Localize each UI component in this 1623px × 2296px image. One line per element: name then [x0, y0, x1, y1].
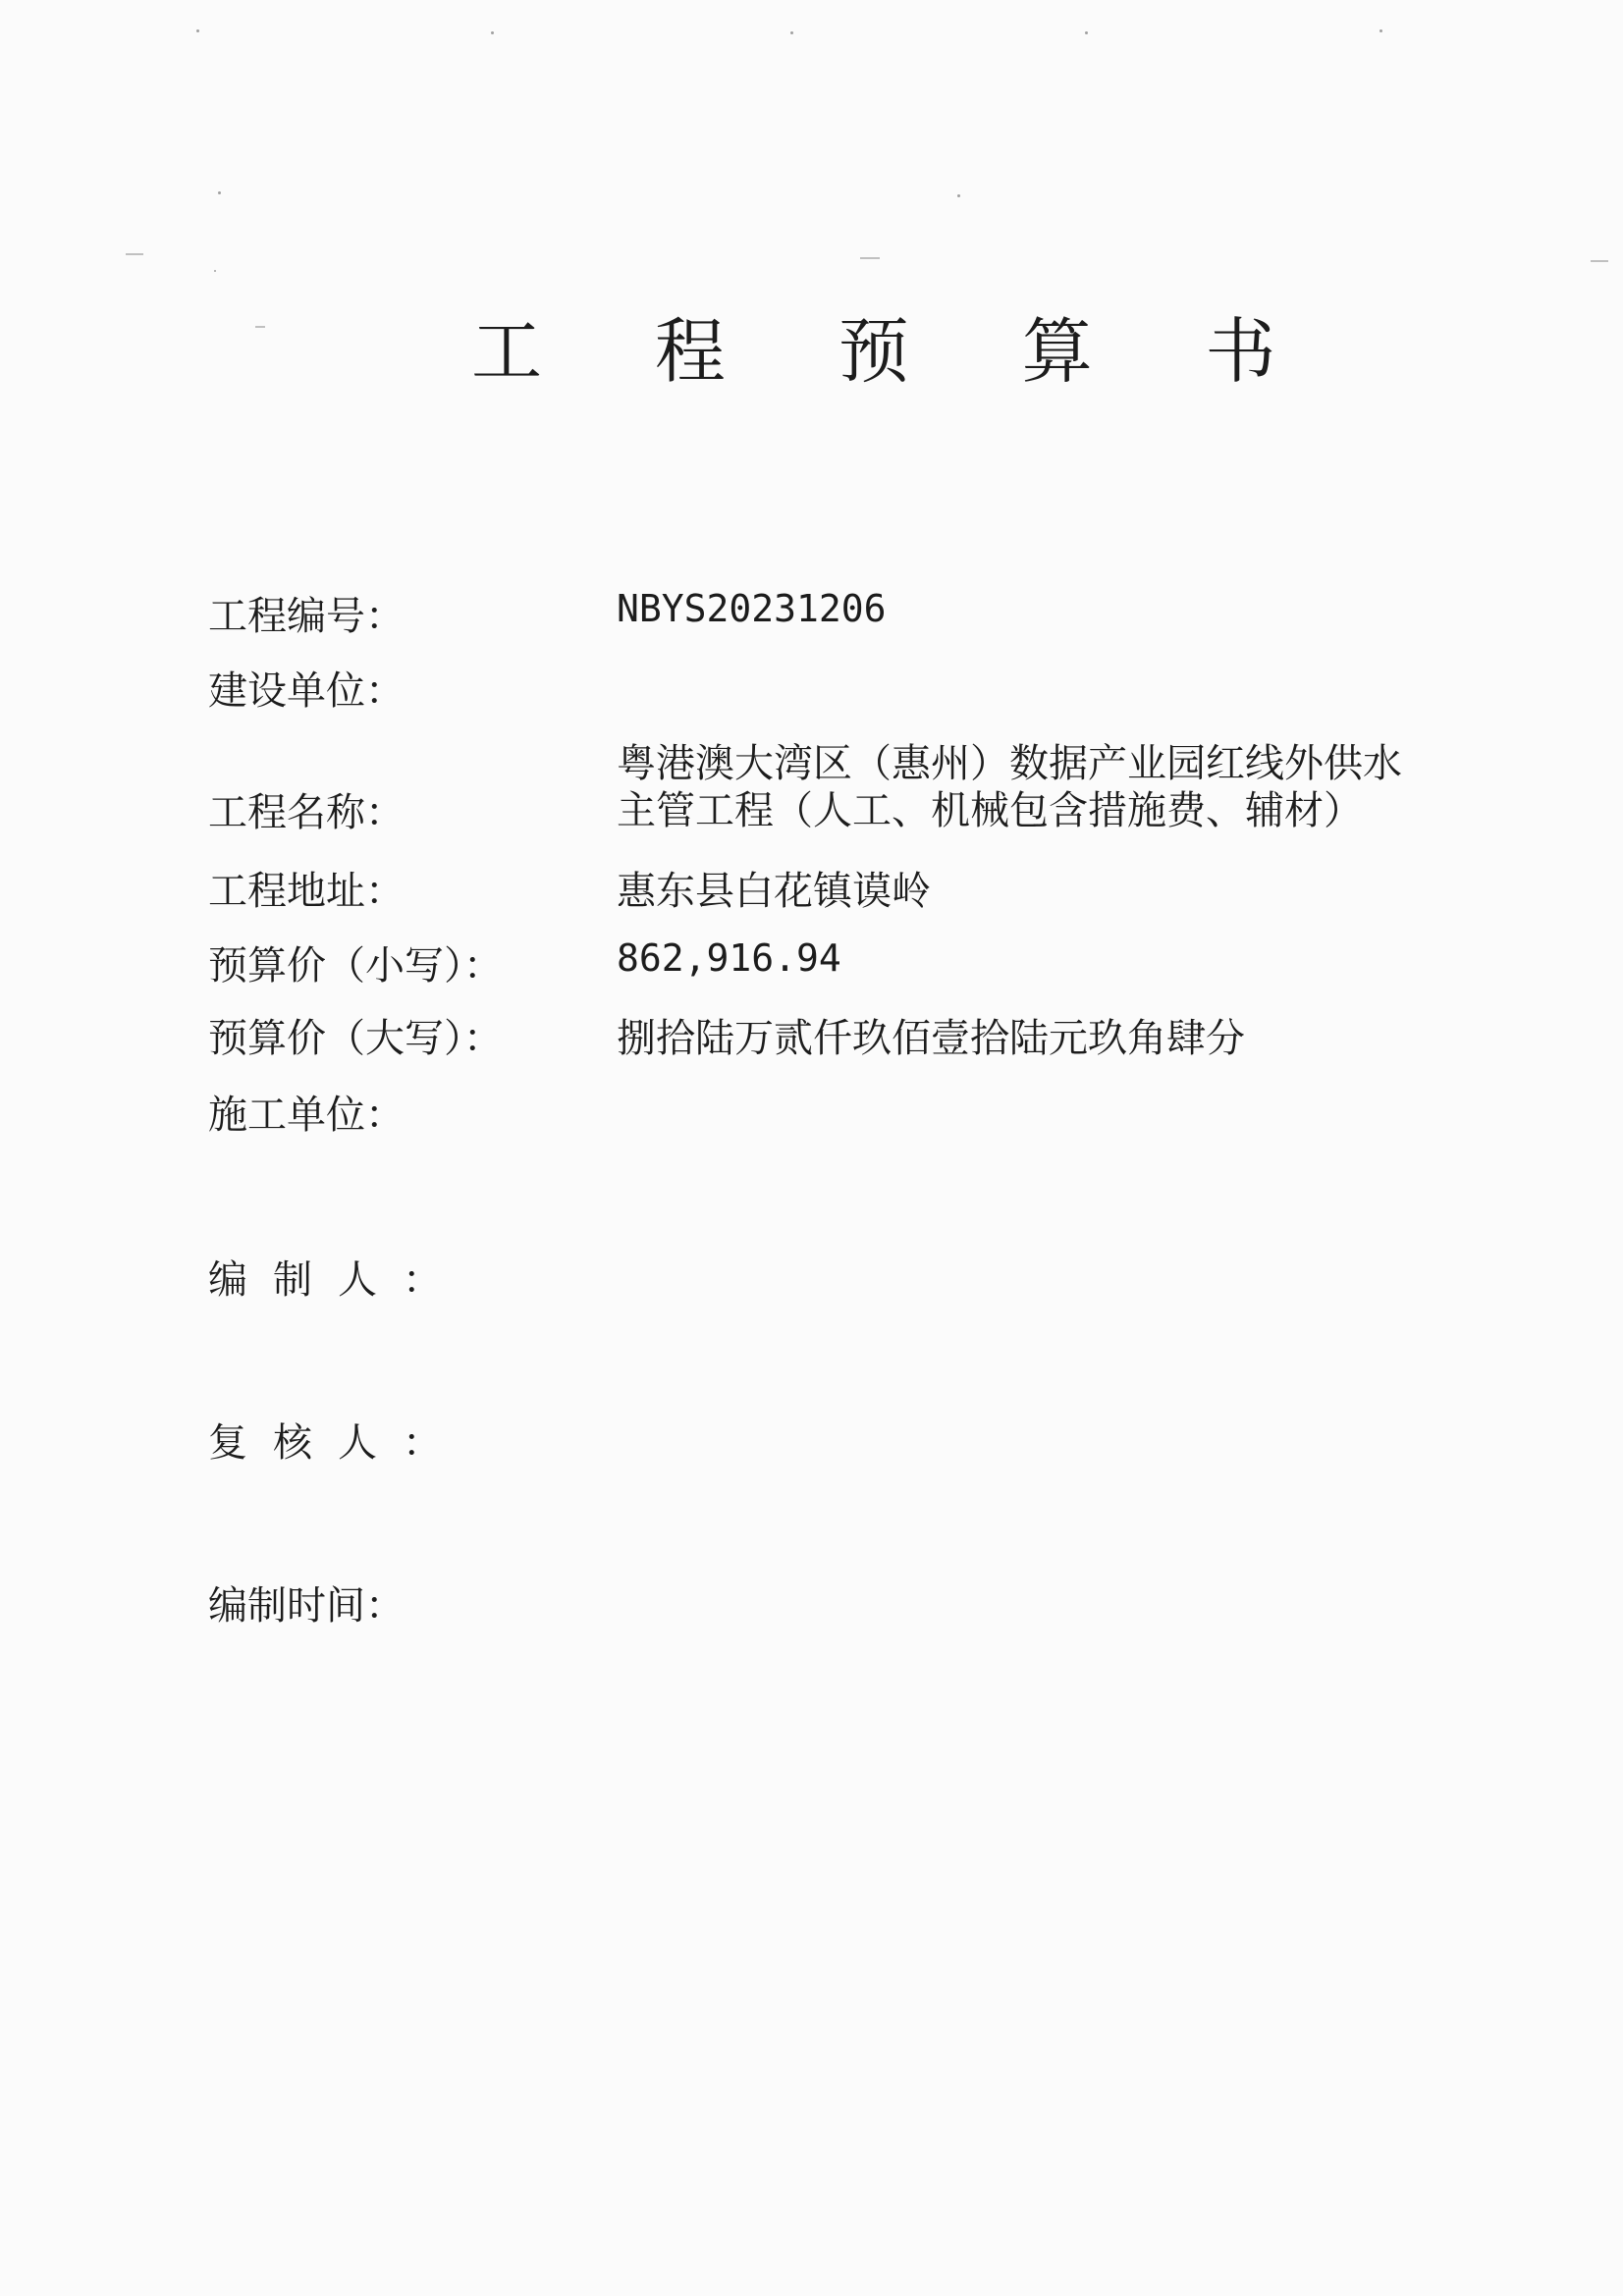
- scan-mark: [1591, 260, 1608, 262]
- project-name-line2: 主管工程（人工、机械包含措施费、辅材）: [617, 788, 1363, 833]
- address-label: 工程地址：: [208, 869, 405, 914]
- scan-speck: [790, 31, 793, 34]
- document-title: 工 程 预 算 书: [471, 310, 1322, 393]
- price-big-value: 捌拾陆万贰仟玖佰壹拾陆元玖角肆分: [617, 1016, 1245, 1061]
- project-name-line1: 粤港澳大湾区（惠州）数据产业园红线外供水: [617, 741, 1402, 786]
- scan-speck: [196, 29, 199, 32]
- project-no-value: NBYS20231206: [617, 587, 887, 630]
- project-name-label: 工程名称：: [208, 790, 405, 835]
- project-name-value: [617, 740, 1402, 834]
- compile-time-label: 编制时间：: [208, 1583, 405, 1629]
- scan-speck: [218, 191, 221, 194]
- builder-label: 建设单位：: [208, 668, 405, 714]
- compiler-label: 编制人：: [208, 1257, 467, 1303]
- scan-mark: [860, 257, 880, 259]
- project-no-label: 工程编号：: [208, 594, 405, 639]
- price-small-label: 预算价（小写）：: [208, 943, 503, 988]
- scan-mark: [255, 326, 265, 328]
- scan-speck: [214, 270, 216, 272]
- address-value: 惠东县白花镇谟岭: [617, 869, 931, 914]
- price-small-value: 862,916.94: [617, 936, 841, 980]
- scan-speck: [491, 31, 494, 34]
- price-big-label: 预算价（大写）：: [208, 1016, 503, 1061]
- contractor-label: 施工单位：: [208, 1093, 405, 1138]
- scan-mark: [126, 253, 143, 255]
- reviewer-label: 复核人：: [208, 1420, 467, 1466]
- scan-speck: [957, 194, 960, 197]
- scan-speck: [1380, 29, 1382, 32]
- scan-speck: [1085, 31, 1088, 34]
